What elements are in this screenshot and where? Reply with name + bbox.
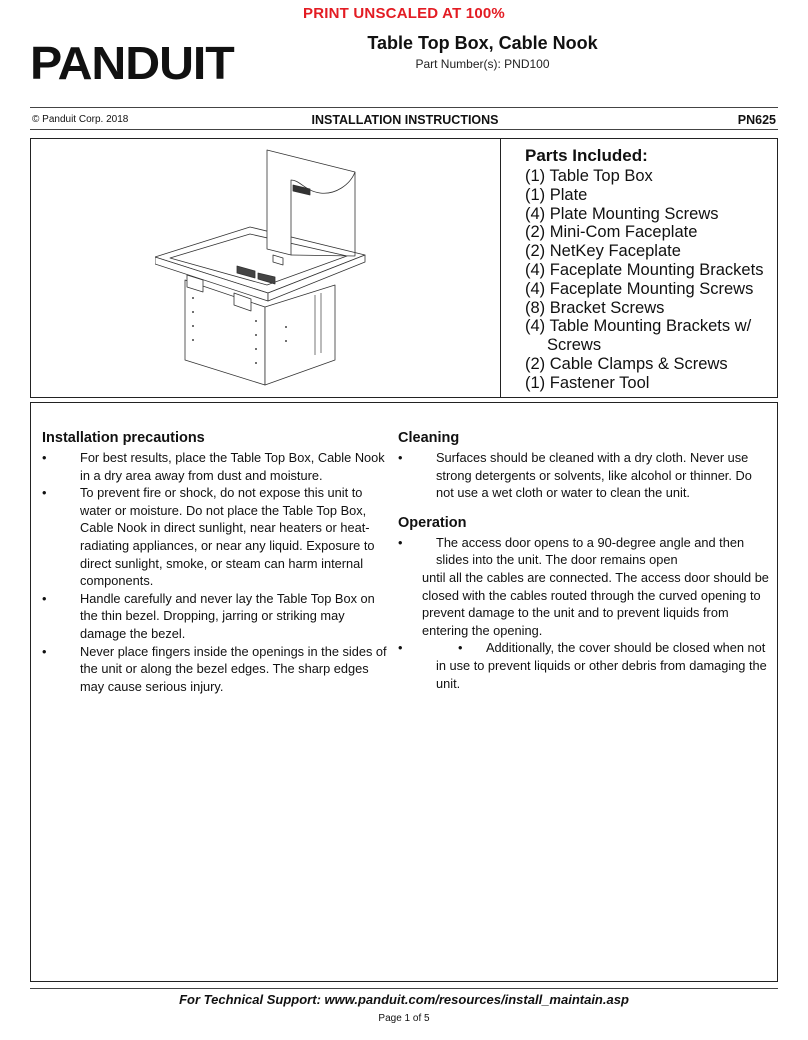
doc-code: PN625 [737,113,776,127]
list-item: (2) NetKey Faceplate [525,242,681,261]
list-item: (2) Mini-Com Faceplate [525,223,698,242]
list-item: (1) Plate [525,185,588,204]
list-item: • To prevent fire or shock, do not expose this unit to water or moisture. Do not place the Table Top Box, Cable Nook in direct sunlight, near heaters or heat-radiating appliances, or near any liquid. Exposure to direct sunlight, smoke, or steam can harm internal components. [42,485,375,589]
parts-heading: Parts Included: [525,146,648,165]
panduit-logo [30,37,234,89]
operation-heading: Operation [398,514,467,531]
list-item: • Never place fingers inside the openings in the sides of the unit or along the bezel edges. The sharp edges may cause serious injury. [42,643,387,694]
list-item: • The access door opens to a 90-degree angle and then slides into the unit. The door remains open [398,534,745,568]
brand-name: PANDUIT [30,37,234,89]
list-item: (4) Plate Mounting Screws [525,204,719,223]
bullet-marker: • [42,590,47,606]
part-numbers: Part Number(s): PND100 [415,57,550,71]
cleaning-heading: Cleaning [398,430,460,446]
list-item: (4) Table Mounting Brackets w/ Screws [525,317,752,355]
bullet-marker: • [42,450,47,465]
parts-frame-divider [500,138,501,398]
bullet-marker: • [398,534,403,550]
bullet-marker: • [398,640,403,656]
list-item: • • Additionally, the cover should be closed when not in use to prevent liquids or other debris from damaging the unit. [398,640,767,691]
list-item: (1) Table Top Box [525,167,653,185]
list-item: (2) Cable Clamps & Screws [525,354,728,373]
table-top-box-illustration [155,145,380,390]
print-warning: PRINT UNSCALED AT 100% [303,5,505,22]
list-item: (8) Bracket Screws [525,298,665,317]
list-item: • Surfaces should be cleaned with a dry cloth. Never use strong detergents or solvents, like alcohol or thinner. Do not use a wet cloth or water to clean the unit. [398,450,752,501]
tech-support-link[interactable]: For Technical Support: www.panduit.com/resources/install_maintain.asp [179,992,629,1007]
list-item: (4) Faceplate Mounting Brackets [525,260,764,279]
operation-list [398,534,770,692]
cleaning-list [398,449,770,502]
doc-type-label: INSTALLATION INSTRUCTIONS [311,113,499,127]
right-column [398,430,770,692]
precautions-list [42,449,390,695]
list-item: • For best results, place the Table Top Box, Cable Nook in a dry area away from dust and moisture. [42,450,385,483]
bullet-marker: • [42,643,47,659]
document-title: Table Top Box, Cable Nook [367,33,598,53]
precautions-section [42,430,390,695]
parts-included [525,146,775,393]
header-rule-bottom [30,129,778,130]
bullet-marker: • [42,485,47,501]
list-item: (1) Fastener Tool [525,373,650,392]
list-item: • Handle carefully and never lay the Table Top Box on the thin bezel. Dropping, jarring or striking may damage the bezel. [42,590,375,641]
nested-bullet-marker: • [458,640,463,656]
footer-rule [30,988,778,989]
parts-list [525,167,775,393]
list-item: until all the cables are connected. The access door should be closed with the cables routed through the curved opening to prevent damage to the unit and to prevent liquids from entering the opening. [422,569,769,638]
precautions-heading: Installation precautions [42,430,205,446]
bullet-marker: • [398,450,403,465]
copyright: © Panduit Corp. 2018 [32,114,129,125]
header-rule-top [30,107,778,108]
page-number: Page 1 of 5 [378,1013,430,1024]
list-item: (4) Faceplate Mounting Screws [525,279,754,298]
